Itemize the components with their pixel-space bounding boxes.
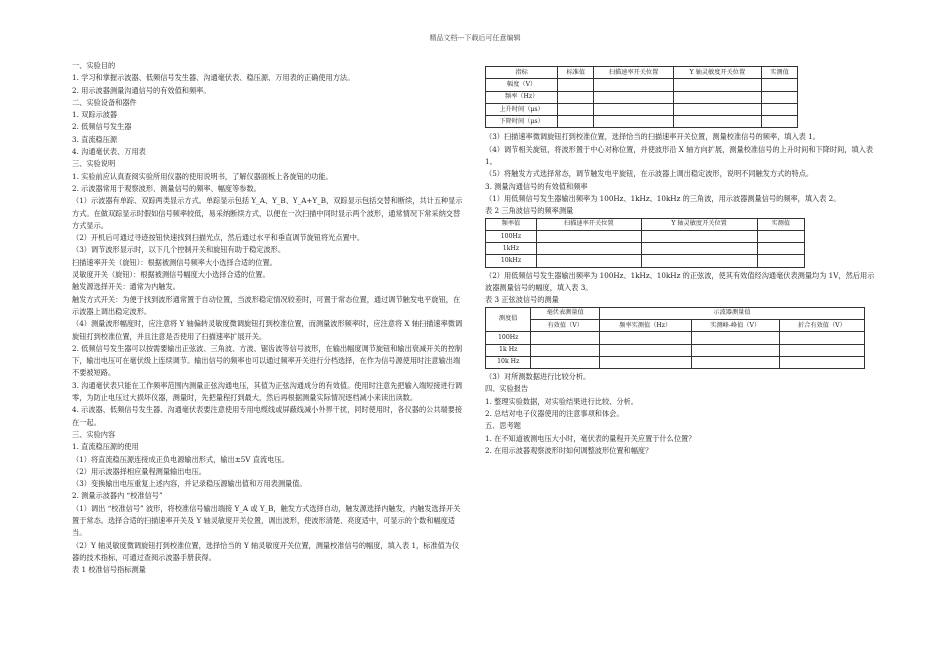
table-row bbox=[486, 91, 798, 103]
text-line: 四、实验报告 bbox=[485, 384, 529, 394]
text-line: 4. 沟通毫伏表、万用表 bbox=[72, 147, 146, 157]
table-row bbox=[486, 116, 798, 128]
text-line: 2. 低频信号发生器可以按需要输出正弦波、三角波、方波、锯齿波等信号波形，在输出幅度调节旋钮和输出衰减开关的控制下，输出电压可在毫伏级上连续调节。输出信号的频率也可以通过频率开关进行分档选择，在作为信号源使用时注意输出端不要被短路。 bbox=[72, 343, 463, 378]
table-sine-wave bbox=[485, 307, 865, 369]
text-line: 2. 在用示波器观察波形时如何调整波形位置和幅度？ bbox=[485, 445, 653, 455]
table-header: 频率实测值（Hz） bbox=[599, 319, 691, 331]
text-line: 灵敏度开关（旋钮）：根据被测信号幅度大小选择合适的位置。 bbox=[72, 270, 270, 280]
text-line: （4）测量波形幅度时，应注意将 Y 轴偏转灵敏度微调旋钮打到校准位置，而测量波形频率时，应注意将 X 轴扫描速率微调旋钮打到校准位置，并且注意是否使用了扫描速率扩展开关。 bbox=[72, 319, 463, 341]
text-line: 1. 直流稳压源的使用 bbox=[72, 442, 139, 452]
table-header: 折合有效值（V） bbox=[779, 319, 864, 331]
text-line: （1）用低频信号发生器输出频率为 100Hz、1kHz、10kHz 的三角波，用示波器测量信号的频率，填入表 2。 bbox=[485, 193, 841, 203]
row-label: 1k Hz bbox=[486, 344, 531, 356]
left-column bbox=[72, 60, 464, 576]
text-line: （2）Y 轴灵敏度微调旋钮打到校准位置，选择恰当的 Y 轴灵敏度开关位置，测量校准信号的幅度，填入表 1，标准值为仪器的技术指标，可通过查阅示波器手册获得。 bbox=[72, 540, 460, 562]
table-caption: 表 2 三角波信号的频率测量 bbox=[485, 206, 574, 216]
table-header: Y 轴灵敏度开关位置 bbox=[641, 218, 757, 230]
text-line: 五、思考题 bbox=[485, 421, 521, 431]
table-row bbox=[486, 255, 805, 267]
table-row bbox=[486, 344, 865, 356]
text-line: 1. 整理实验数据，对实验结果进行比较、分析。 bbox=[485, 396, 638, 406]
text-line: （3）调节波形显示时，以下几个控制开关和旋钮有助于稳定波形。 bbox=[72, 245, 286, 255]
text-line: （2）开机后可通过寻迹按钮快速找到扫描光点，然后通过水平和垂直调节旋钮将光点置中。 bbox=[72, 233, 365, 243]
text-line: （2）用示波器择相应量程测量输出电压。 bbox=[72, 466, 206, 476]
text-line: 1. 实验前应认真查阅实验所用仪器的使用说明书，了解仪器面板上各旋钮的功能。 bbox=[72, 171, 333, 181]
text-line: 三、实验内容 bbox=[72, 429, 116, 439]
table-header: 频率值 bbox=[486, 218, 537, 230]
text-line: 2. 总结对电子仪器使用的注意事项和体会。 bbox=[485, 409, 624, 419]
table-row bbox=[486, 79, 798, 91]
text-line: （3）扫描速率微调旋钮打到校准位置，选择恰当的扫描速率开关位置，测量校准信号的频率，填入表 1。 bbox=[485, 132, 820, 142]
right-column bbox=[485, 66, 877, 457]
table-calibration bbox=[485, 66, 798, 128]
table-header: 扫描速率开关位置 bbox=[594, 67, 674, 79]
text-line: 2. 示波器常用于观察波形、测量信号的频率、幅度等参数。 bbox=[72, 183, 261, 193]
table-header: 毫伏表测量值 bbox=[531, 307, 600, 319]
text-line: 三、实验说明 bbox=[72, 159, 116, 169]
table-row bbox=[486, 103, 798, 115]
table-row bbox=[486, 230, 805, 242]
text-line: （1）调出 “校准信号” 波形，将校准信号输出端接 Y_A 或 Y_B，触发方式选择自动，触发源选择内触发，内触发选择开关置于常态。选择合适的扫描速率开关及 Y 轴灵敏度开关位置，调出波形，使波形清楚、亮度适中，可显示的个数和幅度适当。 bbox=[72, 503, 461, 538]
table-caption: 表 3 正弦波信号的测量 bbox=[485, 295, 559, 305]
table-header: 指标 bbox=[486, 67, 558, 79]
text-line: 扫描速率开关（旋钮）：根据被测信号频率大小选择合适的位置。 bbox=[72, 257, 277, 267]
row-label: 100Hz bbox=[486, 332, 531, 344]
text-line: 3. 直流稳压源 bbox=[72, 134, 118, 144]
table-header: Y 轴灵敏度开关位置 bbox=[673, 67, 761, 79]
table-header: 扫描速率开关位置 bbox=[536, 218, 641, 230]
table-caption: 表 1 校准信号指标测量 bbox=[72, 565, 146, 575]
text-line: 2. 低频信号发生器 bbox=[72, 122, 132, 132]
table-header: 标准值 bbox=[558, 67, 594, 79]
text-line: 1. 双踪示波器 bbox=[72, 110, 118, 120]
table-row bbox=[486, 243, 805, 255]
row-label: 10k Hz bbox=[486, 356, 531, 368]
table-header: 实测值 bbox=[761, 67, 797, 79]
text-line: 1. 在不知道被测电压大小时，毫伏表的量程开关应置于什么位置？ bbox=[485, 433, 696, 443]
table-triangle-wave bbox=[485, 218, 805, 268]
text-line: 3. 沟通毫伏表只能在工作频率范围内测量正弦沟通电压，其值为正弦沟通成分的有效值。使用时注意先把输入端短接进行调零，为防止电压过大损坏仪器，测量时，先把量程打到最大，然后再根据测量实际情况逐档减小来读出读数。 bbox=[72, 380, 463, 403]
row-label: 幅度（V） bbox=[486, 79, 558, 91]
table-header: 有效值（V） bbox=[531, 319, 600, 331]
text-line: 一、实验目的 bbox=[72, 61, 116, 70]
text-line: （1）示波器有单踪、双踪两类显示方式。单踪显示包括 Y_A、Y_B、Y_A+Y_B，双踪显示包括交替和断续，共计五种显示方式。在做双踪显示时假如信号频率较低，易采纳断续方式，以便在一次扫描中同时显示两个波形，通常情况下常采纳交替方式显示。 bbox=[72, 196, 463, 230]
text-line: （5）将触发方式选择常态，调节触发电平旋钮，在示波器上调出稳定波形，说明不同触发方式的特点。 bbox=[485, 169, 814, 179]
text-line: （3）变换输出电压重复上述内容，并记录稳压源输出值和万用表测量值。 bbox=[72, 479, 307, 489]
text-line: 二、实验设备和器件 bbox=[72, 97, 137, 107]
text-line: 2. 测量示波器内 “校准信号” bbox=[72, 491, 163, 501]
row-label: 100Hz bbox=[486, 230, 537, 242]
text-line: 4. 示波器、低频信号发生器、沟通毫伏表要注意使用专用电缆线或屏蔽线减小外界干扰，同时使用时，各仪器的公共端要接在一起。 bbox=[72, 405, 463, 427]
text-line: 1. 学习和掌握示波器、低频信号发生器、沟通毫伏表、稳压源、万用表的正确使用方法。 bbox=[72, 73, 355, 83]
table-header: 实测值 bbox=[757, 218, 804, 230]
text-line: 2. 用示波器测量沟通信号的有效值和频率。 bbox=[72, 85, 211, 95]
text-line: 触发源选择开关：通常为内触发。 bbox=[72, 282, 180, 292]
row-label: 上升时间（μs） bbox=[486, 103, 558, 115]
row-label: 下降时间（μs） bbox=[486, 116, 558, 128]
table-header: 实测峰-峰值（V） bbox=[691, 319, 779, 331]
page-header: 精品文档---下载后可任意编辑 bbox=[429, 34, 521, 42]
text-line: 触发方式开关：为便于找到波形通常置于自动位置，当波形稳定情况较差时，可置于常态位置，通过调节触发电平旋钮，在示波器上调出稳定波形。 bbox=[72, 294, 461, 316]
text-line: （2）用低频信号发生器输出频率为 100Hz、1kHz、10kHz 的正弦波，使其有效值经沟通毫伏表测量均为 1V，然后用示波器测量信号的幅度，填入表 3。 bbox=[485, 270, 875, 293]
table-header: 测度值 bbox=[486, 307, 531, 332]
table-row bbox=[486, 356, 865, 368]
text-line: （3）对所测数据进行比较分析。 bbox=[485, 372, 591, 382]
text-line: 3. 测量沟通信号的有效值和频率 bbox=[485, 181, 588, 191]
text-line: （1）将直流稳压源连接成正负电源输出形式，输出±5V 直流电压。 bbox=[72, 454, 289, 464]
row-label: 1kHz bbox=[486, 243, 537, 255]
table-row bbox=[486, 332, 865, 344]
row-label: 频率（Hz） bbox=[486, 91, 558, 103]
table-header: 示波器测量值 bbox=[599, 307, 864, 319]
row-label: 10kHz bbox=[486, 255, 537, 267]
text-line: （4）调节相关旋钮，将波形置于中心对称位置，并使波形沿 X 轴方向扩展，测量校准信号的上升时间和下降时间，填入表 1。 bbox=[485, 144, 874, 167]
